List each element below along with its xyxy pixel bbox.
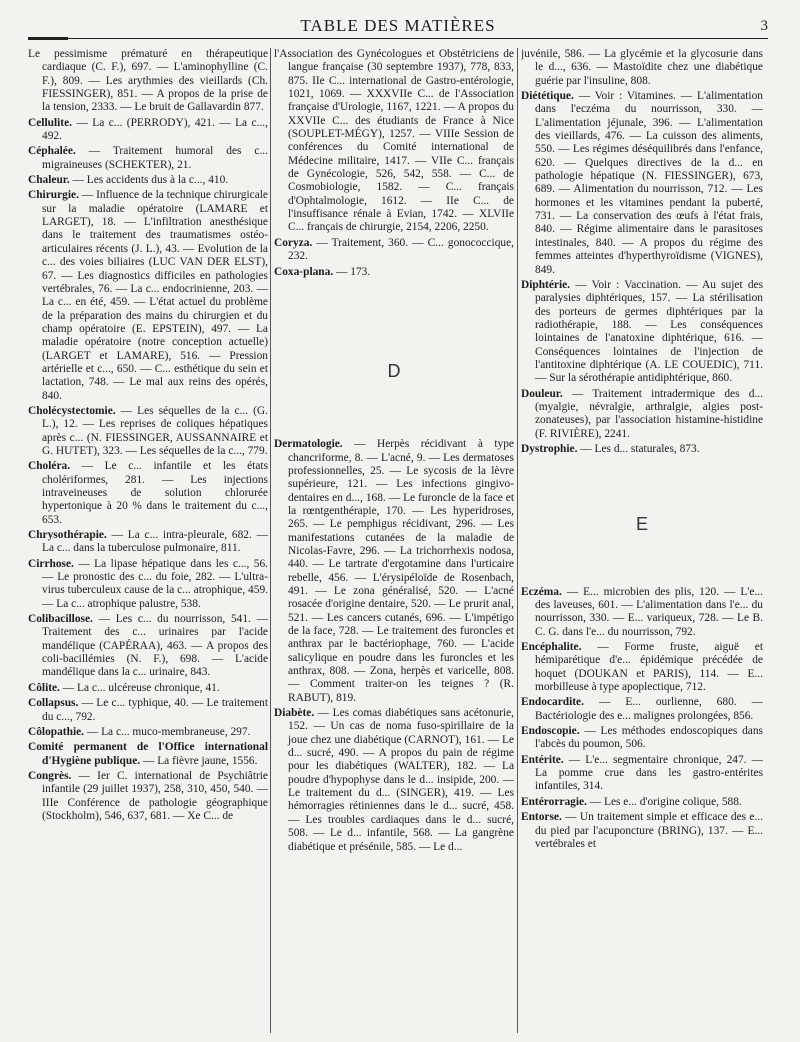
entry-text: — Les comas diabétiques sans acétonurie, 152. — Un cas de noma fuso-spirillaire de la joue chez une diabétique (CARNOT), 161. — Le d... sucré, 490. — A propos du pain de régime pour les diabétiques (WALTER), 182. — La poudre d'hypophyse dans le d... insipide, 200. — Le traitement du d... (SINGER), 419. — Les hémorragies rétiniennes dans le d... sucré, 458. — Les troubles cardiaques dans le d... sucré, 508. — Le d... infantile, 568. — La gangrène diabétique et présénile, 585. — Le d... <box>288 707 514 853</box>
index-entry <box>521 443 763 456</box>
index-entry <box>28 117 268 144</box>
column-2-bottom-entries <box>274 438 514 854</box>
entry-text: juvénile, 586. — La glycémie et la glycosurie dans le d..., 636. — Mastoïdite chez une diabétique guérie par l'insuline, 808. <box>521 48 763 87</box>
index-entry <box>274 438 514 705</box>
entry-heading: Cholécystectomie. <box>28 404 116 417</box>
section-letter-e: E <box>635 514 648 535</box>
index-entry <box>28 770 268 823</box>
index-entry <box>521 90 763 277</box>
index-entry <box>274 707 514 854</box>
entry-heading: Collapsus. <box>28 697 79 710</box>
index-entry <box>28 682 268 695</box>
column-3-top-entries <box>521 48 763 456</box>
entry-text: — Voir : Vaccination. — Au sujet des paralysies diphtériques, 157. — La stérilisation des porteurs de germes diphtériques par la radiothérapie, 188. — Les conséquences lointaines de l'anatoxine diphtérique, 616. — Conséquences lointaines de l'injection de l'antitoxine diphtérique (A. LE COUEDIC), 711. — Sur la sérothérapie antidiphtérique, 860. <box>535 278 763 385</box>
entry-text: — Influence de la technique chirurgicale sur la maladie opératoire (LAMARE et LARGET), 18. — L'infiltration anesthésique dans le traitement des traumatismes ostéo-articulaires récents (J. L.), 43. — Evolution de la c... des voies biliaires (LUC VAN DER ELST), 67. — Les diagnostics difficiles en pathologies vertébrales, 76. — La c... endocrinienne, 203. — La c... en été, 459. — L'état actuel du problème de la préparation des mains du chirurgien et du champ opératoire (E. EPSTEIN), 497. — La maladie opératoire (notre conception actuelle) (LARGET et LAMARE), 516. — Pression artérielle et c..., 650. — C... esthétique du sein et lactation, 748. — Le mal aux reins des opérés, 840. <box>42 189 268 402</box>
index-entry <box>28 174 268 187</box>
entry-heading: Chrysothérapie. <box>28 529 107 542</box>
entry-text: — Traitement humoral des c... migraineuses (SCHEKTER), 21. <box>42 145 268 171</box>
entry-heading: Cellulite. <box>28 116 72 129</box>
column-divider <box>270 48 271 1033</box>
entry-heading: Entérorragie. <box>521 795 587 808</box>
entry-heading: Côlopathie. <box>28 725 85 738</box>
index-entry <box>521 641 763 694</box>
index-entry <box>28 189 268 403</box>
entry-text: — La c... (PERRODY), 421. — La c..., 492. <box>42 116 268 143</box>
entry-text: — Les séquelles de la c... (G. L.), 12. — Les reprises de coliques hépatiques après c... (N. FIESSINGER, AUSSANNAIRE et G. HUTET), 323. — Les séquelles de la c..., 779. <box>42 404 268 457</box>
entry-text: — La fièvre jaune, 1556. <box>140 754 258 767</box>
entry-heading: Côlite. <box>28 681 60 694</box>
index-entry <box>521 388 763 441</box>
column-3-bottom-entries <box>521 586 763 852</box>
entry-text: l'Association des Gynécologues et Obstétriciens de langue française (30 septembre 1937), 778, 833, 875. IIe C... international de Gastro-entérologie, 1021, 1069. — XXXVIIe C... de l'Association française d'Urologie, 1167, 1221. — A propos du XXVIIe C... des étudiants de France à Nice (SOUPLET-MÉGY), 1257. — VIIIe Session de conférences du Comité international de Médecine militaire, 1417. — VIIe C... français de Gynécologie, 526, 542, 558. — C... de Cosmobiologie, 1582. — C... français d'Ophtalmologie, 1612. — IIe C... de l'insuffisance rénale à Evian, 1742. — XLVIIe C... français de chirurgie, 2154, 2206, 2250. <box>274 48 514 234</box>
section-letter-d: D <box>387 360 401 381</box>
index-entry <box>521 754 763 794</box>
entry-heading: Coryza. <box>274 236 313 249</box>
entry-text: — Traitement intradermique des d... (myalgie, névralgie, arthralgie, algies post-zonateuses), par l'association histamine-histidine (F. RIVIÈRE), 2241. <box>535 387 763 440</box>
column-divider <box>517 48 518 1033</box>
entry-text: — Herpès récidivant à type chancriforme, 8. — L'acné, 9. — Les dermatoses professionnelles, 25. — Le sycosis de la lèvre supérieure, 121. — Les infections gingivo-dentaires en d..., 168. — Le furoncle de la face et la rœntgenthérapie, 170. — Les hyperidroses, 265. — Le pemphigus récidivant, 296. — Les manifestations cutanées de la maladie de Nicolas-Favre, 296. — La trichorrhexis nodosa, 440. — Le tartrate d'ergotamine dans l'urticaire rebelle, 456. — L'érysipéloïde de Rosenbach, 491. — Le zona généralisé, 520. — L'acné rosacée d'origine dentaire, 520. — Le prurit anal, 521. — Les cancers cutanés, 696. — L'impétigo de la face, 728. — Le traitement des furoncles et anthrax par le bactériophage, 760. — L'acide salicylique en poudre dans les furoncles et les anthrax, 808. — Zona, herpès et varicelle, 808. — Comment traiter-on les teignes ? (R. RABUT), 819. <box>288 438 514 704</box>
entry-text: — Forme fruste, aiguë et hémiparétique d'e... épidémique précédée de hoquet (DOUKAN et PARIS), 114. — E... morbilleuse à type apoplectique, 712. <box>535 641 763 694</box>
entry-text: — Traitement, 360. — C... gonococcique, 232. <box>288 236 514 263</box>
index-column-2 <box>274 48 514 1038</box>
index-entry <box>28 460 268 527</box>
index-entry <box>274 266 514 279</box>
entry-heading: Coxa-plana. <box>274 265 334 278</box>
index-entry <box>521 696 763 723</box>
entry-text: — Les c... du nourrisson, 541. — Traitement des c... urinaires par l'acide mandélique (CAPÉRAA), 463. — A propos des coli-bacillémies (N. F.), 698. — L'acide mandélique dans la c... urinaire, 843. <box>42 613 268 679</box>
entry-text: — Les d... staturales, 873. <box>577 442 700 455</box>
entry-heading: Endocardite. <box>521 696 584 709</box>
index-entry <box>521 48 763 88</box>
entry-heading: Entérite. <box>521 753 564 766</box>
entry-text: — 173. <box>333 265 371 278</box>
running-title: TABLE DES MATIÈRES <box>300 16 496 35</box>
entry-text: Le pessimisme prématuré en thérapeutique cardiaque (C. F.), 697. — L'aminophylline (C. F.), 809. — Les arythmies des vieillards (Ch. FIESSINGER), 851. — A propos de la prise de la tension, 2333. — Le bruit de Gallavardin 877. <box>28 48 268 114</box>
entry-text: — Les e... d'origine colique, 588. <box>586 795 742 808</box>
entry-text: — Voir : Vitamines. — L'alimentation dans l'eczéma du nourrisson, 330. — L'alimentation jéjunale, 396. — L'alimentation des vieillards, 476. — La cuisson des aliments, 550. — Les régimes déséquilibrés dans l'enfance, 620. — Quelques directives de la d... en pathologie hépatique (N. FIESSINGER), 673, 689. — Alimentation du nourrisson, 712. — Les hormones et les vitamines pendant la puberté, 731. — La conservation des œufs à l'état frais, 840. — Régime alimentaire dans le parasitoses intestinales, 840. — A propos du régime des femmes atteintes d'hyperthyroïdisme (VIGNES), 849. <box>535 90 763 276</box>
entry-heading: Comité permanent de l'Office international d'Hygiène publique. <box>28 741 268 767</box>
entry-heading: Cirrhose. <box>28 557 74 570</box>
entry-heading: Diphtérie. <box>521 278 571 291</box>
index-entry <box>28 405 268 458</box>
index-entry <box>521 279 763 386</box>
column-2-top-entries <box>274 48 514 279</box>
entry-heading: Douleur. <box>521 387 563 400</box>
entry-heading: Choléra. <box>28 460 71 473</box>
index-column-1 <box>28 48 268 1038</box>
index-entry <box>521 725 763 752</box>
entry-text: — Le c... typhique, 40. — Le traitement du c..., 792. <box>42 697 268 723</box>
header-rule <box>28 38 768 39</box>
entry-heading: Diabète. <box>274 707 315 720</box>
entry-text: — Un traitement simple et efficace des e... du pied par l'acuponcture (BRING), 137. — E... vertébrales et <box>535 811 763 850</box>
page-header <box>28 14 768 44</box>
index-entry <box>28 741 268 768</box>
entry-text: — La c... intra-pleurale, 682. — La c... dans la tuberculose pulmonaire, 811. <box>42 529 268 555</box>
entry-heading: Céphalée. <box>28 145 76 158</box>
index-entry <box>274 237 514 264</box>
entry-text: — Les méthodes endoscopiques dans l'abcès du poumon, 506. <box>535 725 763 751</box>
entry-heading: Dermatologie. <box>274 438 343 451</box>
entry-text: — Ier C. international de Psychiâtrie infantile (29 juillet 1937), 258, 310, 450, 540. — IIIe Conférence de pathologie géographique (Stockholm), 546, 637, 681. — Xe C... de <box>42 769 268 822</box>
index-column-3 <box>521 48 763 1038</box>
entry-heading: Eczéma. <box>521 585 562 598</box>
index-entry <box>28 726 268 739</box>
entry-text: — La c... ulcéreuse chronique, 41. <box>59 681 220 694</box>
index-entry <box>28 145 268 172</box>
entry-heading: Entorse. <box>521 811 562 824</box>
entry-text: — L'e... segmentaire chronique, 247. — La pomme crue dans les gastro-entérites infantiles, 314. <box>535 753 763 793</box>
index-entry <box>521 586 763 639</box>
index-entry <box>521 796 763 809</box>
entry-text: — E... microbien des plis, 120. — L'e... des laveuses, 601. — L'alimentation dans l'e... du nourrisson, 330. — E... variqueux, 728. — Le B. C. G. dans l'e... du nourrisson, 792. <box>535 585 763 638</box>
index-entry <box>521 811 763 851</box>
entry-heading: Congrès. <box>28 769 72 782</box>
index-entry <box>28 529 268 556</box>
entry-heading: Colibacillose. <box>28 613 93 626</box>
entry-text: — Le c... infantile et les états cholériformes, 281. — Les injections intraveineuses de solution chlorurée hypertonique à 20 % dans le traitement du c..., 653. <box>42 460 268 526</box>
entry-heading: Chaleur. <box>28 174 70 187</box>
index-entry <box>28 613 268 680</box>
entry-text: — Les accidents dus à la c..., 410. <box>69 174 229 187</box>
entry-heading: Chirurgie. <box>28 189 79 202</box>
index-entry <box>28 48 268 115</box>
entry-text: — La lipase hépatique dans les c..., 56. — Le pronostic des c... du foie, 282. — L'ultra-virus tuberculeux cause de la c... atrophique, 459. — La c... atrophique palustre, 538. <box>42 557 268 610</box>
entry-text: — La c... muco-membraneuse, 297. <box>84 725 251 738</box>
index-entry <box>274 48 514 235</box>
entry-heading: Endoscopie. <box>521 725 580 738</box>
entry-heading: Diététique. <box>521 90 574 103</box>
entry-heading: Encéphalite. <box>521 641 582 654</box>
page-number: 3 <box>760 18 768 34</box>
entry-heading: Dystrophie. <box>521 442 578 455</box>
index-entry <box>28 697 268 724</box>
entry-text: — E... ourlienne, 680. — Bactériologie des e... malignes prolongées, 856. <box>535 696 763 722</box>
index-entry <box>28 558 268 611</box>
